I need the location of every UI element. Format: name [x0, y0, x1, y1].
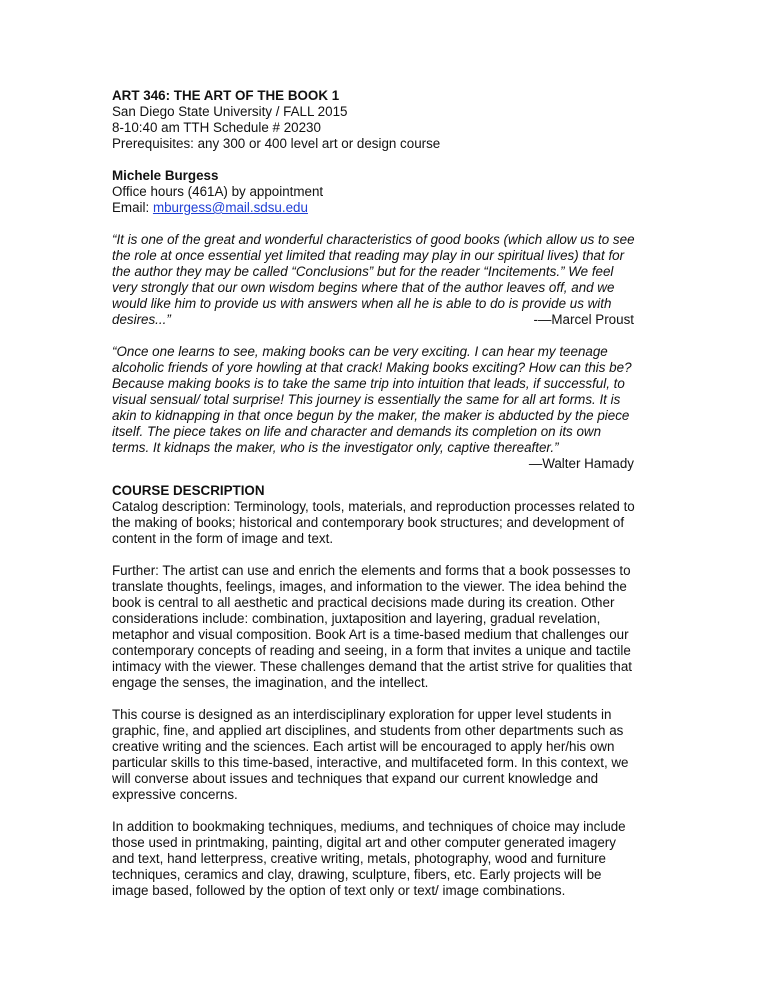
- paragraph-catalog: [112, 499, 672, 547]
- paragraph-line: particular skills to this time-based, interactive, and multifaceted form. In this context, we: [112, 755, 629, 770]
- paragraph-line: engage the senses, the imagination, and the intellect.: [112, 675, 429, 690]
- paragraph-line: expressive concerns.: [112, 787, 238, 802]
- spacer: [112, 328, 672, 344]
- spacer: [112, 472, 672, 483]
- spacer: [112, 152, 672, 168]
- paragraph-line: Catalog description: Terminology, tools, materials, and reproduction processes related to: [112, 499, 635, 514]
- paragraph-line: book is central to all aesthetic and practical decisions made during its creation. Other: [112, 595, 615, 610]
- email-label: Email:: [112, 200, 153, 215]
- paragraph-line: and text, hand letterpress, creative writing, metals, photography, wood and furniture: [112, 851, 606, 866]
- paragraph-interdisciplinary: [112, 707, 672, 803]
- spacer: [112, 803, 672, 819]
- paragraph-line: translate thoughts, feelings, images, and information to the viewer. The idea behind the: [112, 579, 627, 594]
- office-hours: Office hours (461A) by appointment: [112, 184, 324, 199]
- paragraph-line: techniques, ceramics and clay, drawing, sculpture, fibers, etc. Early projects will be: [112, 867, 602, 882]
- email-line: [112, 200, 672, 216]
- spacer: [112, 216, 672, 232]
- paragraph-line: Further: The artist can use and enrich the elements and forms that a book possesses to: [112, 563, 631, 578]
- section-heading: COURSE DESCRIPTION: [112, 483, 265, 498]
- quote-attribution: —Walter Hamady: [528, 456, 634, 471]
- quote-line: the role at once essential yet limited that reading may play in our spiritual lives) that for: [112, 248, 625, 263]
- paragraph-line: creative writing and the sciences. Each artist will be encouraged to apply her/his own: [112, 739, 615, 754]
- quote-line: would like him to provide us with answers when all he is able to do is provide us with: [112, 296, 612, 311]
- paragraph-line: will converse about issues and techniques that expand our current knowledge and: [112, 771, 599, 786]
- instructor-name: Michele Burgess: [112, 168, 219, 183]
- paragraph-line: image based, followed by the option of text only or text/ image combinations.: [112, 883, 566, 898]
- paragraph-line: content in the form of image and text.: [112, 531, 334, 546]
- quote-line: itself. The piece takes on life and character and demands its completion on its own: [112, 424, 602, 439]
- quote-line: Because making books is to take the same trip into intuition that leads, if successful, to: [112, 376, 625, 391]
- quote-line: desires...”: [112, 312, 171, 327]
- quote-line: visual sensual/ total surprise! This journey is essentially the same for all art forms. It is: [112, 392, 621, 407]
- paragraph-techniques: [112, 819, 672, 899]
- quote-line: very strongly that our own wisdom begins where that of the author leaves off, and we: [112, 280, 615, 295]
- university-term: San Diego State University / FALL 2015: [112, 104, 348, 119]
- paragraph-further: [112, 563, 672, 691]
- prerequisites: Prerequisites: any 300 or 400 level art or design course: [112, 136, 441, 151]
- course-title: ART 346: THE ART OF THE BOOK 1: [112, 88, 340, 103]
- email-link[interactable]: mburgess@mail.sdsu.edu: [152, 200, 308, 215]
- syllabus-page: [112, 88, 672, 899]
- paragraph-line: the making of books; historical and contemporary book structures; and development of: [112, 515, 625, 530]
- quote-last-line: [112, 312, 672, 328]
- paragraph-line: intimacy with the viewer. These challenges demand that the artist strive for qualities that: [112, 659, 633, 674]
- quote-line: “It is one of the great and wonderful characteristics of good books (which allow us to see: [112, 232, 635, 247]
- spacer: [112, 691, 672, 707]
- paragraph-line: those used in printmaking, painting, digital art and other computer generated imagery: [112, 835, 616, 850]
- hamady-quote: [112, 344, 672, 472]
- quote-line: the author they may be called “Conclusions” but for the reader “Incitements.” We feel: [112, 264, 614, 279]
- schedule: 8-10:40 am TTH Schedule # 20230: [112, 120, 321, 135]
- paragraph-line: In addition to bookmaking techniques, mediums, and techniques of choice may include: [112, 819, 626, 834]
- paragraph-line: This course is designed as an interdisciplinary exploration for upper level students in: [112, 707, 612, 722]
- quote-line: akin to kidnapping in that once begun by the maker, the maker is abducted by the piece: [112, 408, 630, 423]
- proust-quote: [112, 232, 672, 328]
- quote-line: alcoholic friends of yore howling at that crack! Making books exciting? How can this be?: [112, 360, 632, 375]
- paragraph-line: considerations include: combination, juxtaposition and layering, gradual revelation,: [112, 611, 601, 626]
- spacer: [112, 547, 672, 563]
- quote-line: “Once one learns to see, making books can be very exciting. I can hear my teenage: [112, 344, 608, 359]
- paragraph-line: graphic, fine, and applied art disciplines, and students from other departments such as: [112, 723, 624, 738]
- quote-line: terms. It kidnaps the maker, who is the investigator only, captive thereafter.”: [112, 440, 559, 455]
- paragraph-line: metaphor and visual composition. Book Art is a time-based medium that challenges our: [112, 627, 629, 642]
- quote-attribution: -—Marcel Proust: [533, 312, 634, 327]
- paragraph-line: contemporary concepts of reading and seeing, in a form that invites a unique and tactile: [112, 643, 631, 658]
